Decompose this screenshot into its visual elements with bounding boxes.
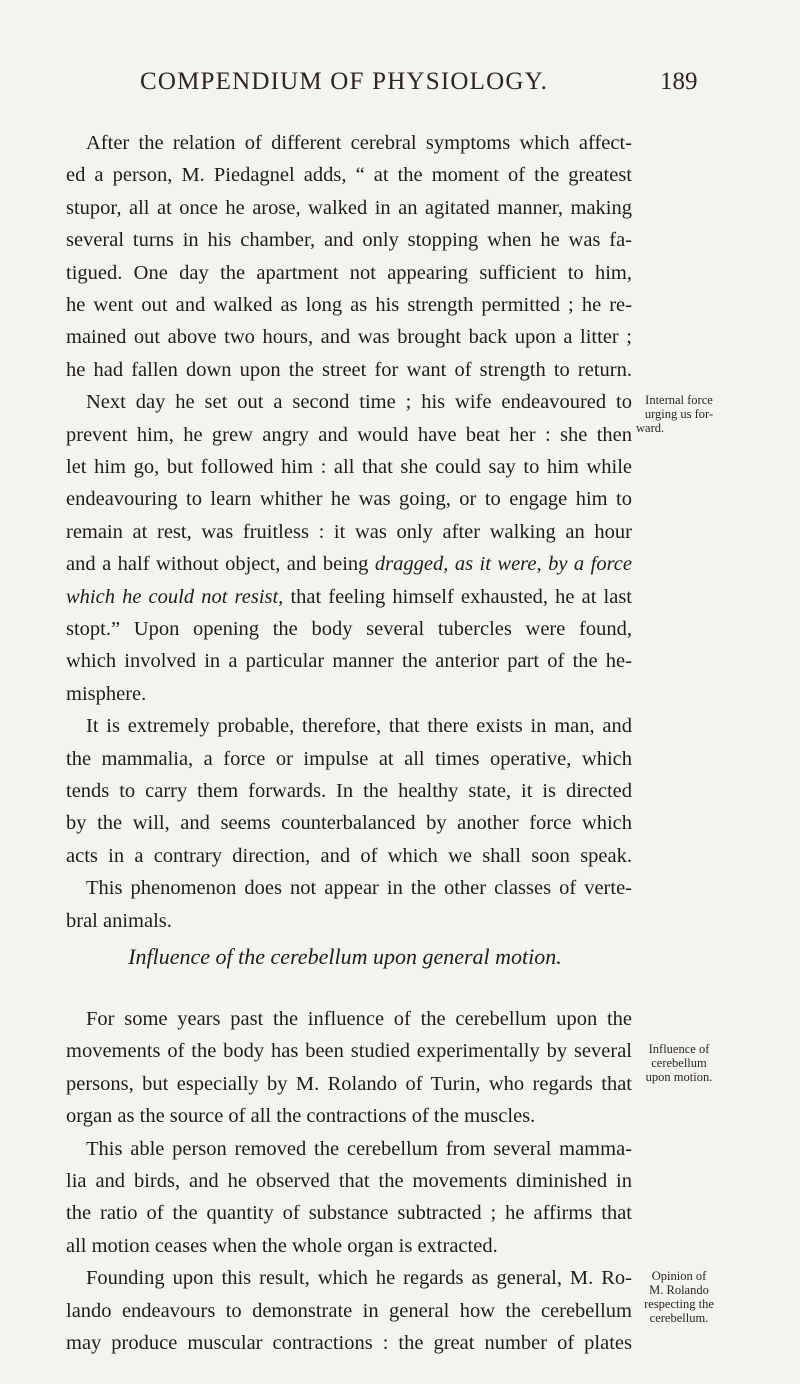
- text-line: the mammalia, a force or impulse at all times operative, which: [66, 748, 632, 770]
- text-line: endeavouring to learn whither he was going, or to engage him to: [66, 488, 632, 510]
- text-run: that feeling himself exhausted, he at last: [290, 586, 632, 608]
- text-line: acts in a contrary direction, and of which we shall soon speak.: [66, 845, 632, 867]
- text-line-overflow: may produce muscular contractions : the great number of plates: [66, 1332, 632, 1354]
- text-run: and a half without object, and being: [66, 553, 369, 575]
- margin-note-line: ward.: [636, 421, 665, 435]
- section-heading: [0, 944, 800, 970]
- margin-note-line: upon motion.: [645, 1070, 713, 1084]
- text-line: organ as the source of all the contractions of the muscles.: [66, 1105, 536, 1127]
- text-line: stopt.” Upon opening the body several tubercles were found,: [66, 618, 632, 640]
- text-line: persons, but especially by M. Rolando of Turin, who regards that: [66, 1073, 632, 1095]
- running-title: COMPENDIUM OF PHYSIOLOGY.: [140, 68, 549, 95]
- italic-run: which he could not resist,: [66, 586, 284, 608]
- text-line: he had fallen down upon the street for want of strength to return.: [66, 359, 632, 381]
- margin-note-line: Influence of: [648, 1042, 710, 1056]
- margin-note-line: Internal force: [645, 393, 713, 407]
- text-line: After the relation of different cerebral symptoms which affect-: [86, 132, 632, 154]
- margin-note: [636, 1042, 796, 1084]
- text-line: movements of the body has been studied experimentally by several: [66, 1040, 632, 1062]
- text-line: the ratio of the quantity of substance subtracted ; he affirms that: [66, 1202, 632, 1224]
- margin-note-line: Opinion of: [651, 1269, 707, 1283]
- text-line: bral animals.: [66, 910, 172, 932]
- margin-note-line: cerebellum: [651, 1056, 707, 1070]
- text-line: lia and birds, and he observed that the movements diminished in: [66, 1170, 632, 1192]
- page-number: 189: [660, 68, 698, 95]
- text-line: For some years past the influence of the cerebellum upon the: [86, 1008, 632, 1030]
- text-line: [66, 549, 632, 579]
- page-header: [0, 68, 800, 104]
- text-line: all motion ceases when the whole organ is extracted.: [66, 1235, 498, 1257]
- text-line: by the will, and seems counterbalanced by another force which: [66, 812, 632, 834]
- margin-note-line: cerebellum.: [649, 1311, 709, 1325]
- section-heading-text: Influence of the cerebellum upon general motion.: [128, 944, 562, 969]
- italic-run: dragged, as it were, by a force: [374, 553, 632, 575]
- text-line: ed a person, M. Piedagnel adds, “ at the moment of the greatest: [66, 164, 632, 186]
- text-line: This able person removed the cerebellum from several mamma-: [86, 1138, 632, 1160]
- text-line: he went out and walked as long as his strength permitted ; he re-: [66, 294, 632, 316]
- text-line: tends to carry them forwards. In the healthy state, it is directed: [66, 780, 632, 802]
- text-line: let him go, but followed him : all that she could say to him while: [66, 456, 632, 478]
- text-line: lando endeavours to demonstrate in general how the cerebellum: [66, 1300, 632, 1322]
- text-line: It is extremely probable, therefore, that there exists in man, and: [86, 715, 632, 737]
- text-line: which involved in a particular manner the anterior part of the he-: [66, 650, 632, 672]
- margin-note-line: respecting the: [644, 1297, 714, 1311]
- text-line: several turns in his chamber, and only stopping when he was fa-: [66, 229, 632, 251]
- margin-note-line: M. Rolando: [649, 1283, 709, 1297]
- margin-note: [636, 1269, 796, 1325]
- text-line: Founding upon this result, which he regards as general, M. Ro-: [86, 1267, 632, 1289]
- text-line: misphere.: [66, 683, 147, 705]
- text-line: This phenomenon does not appear in the other classes of verte-: [86, 877, 632, 899]
- text-line: tigued. One day the apartment not appearing sufficient to him,: [66, 262, 632, 284]
- text-line: mained out above two hours, and was brought back upon a litter ;: [66, 326, 632, 348]
- text-line: [66, 582, 632, 612]
- text-line: stupor, all at once he arose, walked in an agitated manner, making: [66, 197, 632, 219]
- text-line: prevent him, he grew angry and would have beat her : she then: [66, 424, 632, 446]
- margin-note: [636, 393, 796, 435]
- margin-note-line: urging us for-: [644, 407, 714, 421]
- text-line: Next day he set out a second time ; his wife endeavoured to: [86, 391, 632, 413]
- text-line: remain at rest, was fruitless : it was only after walking an hour: [66, 521, 632, 543]
